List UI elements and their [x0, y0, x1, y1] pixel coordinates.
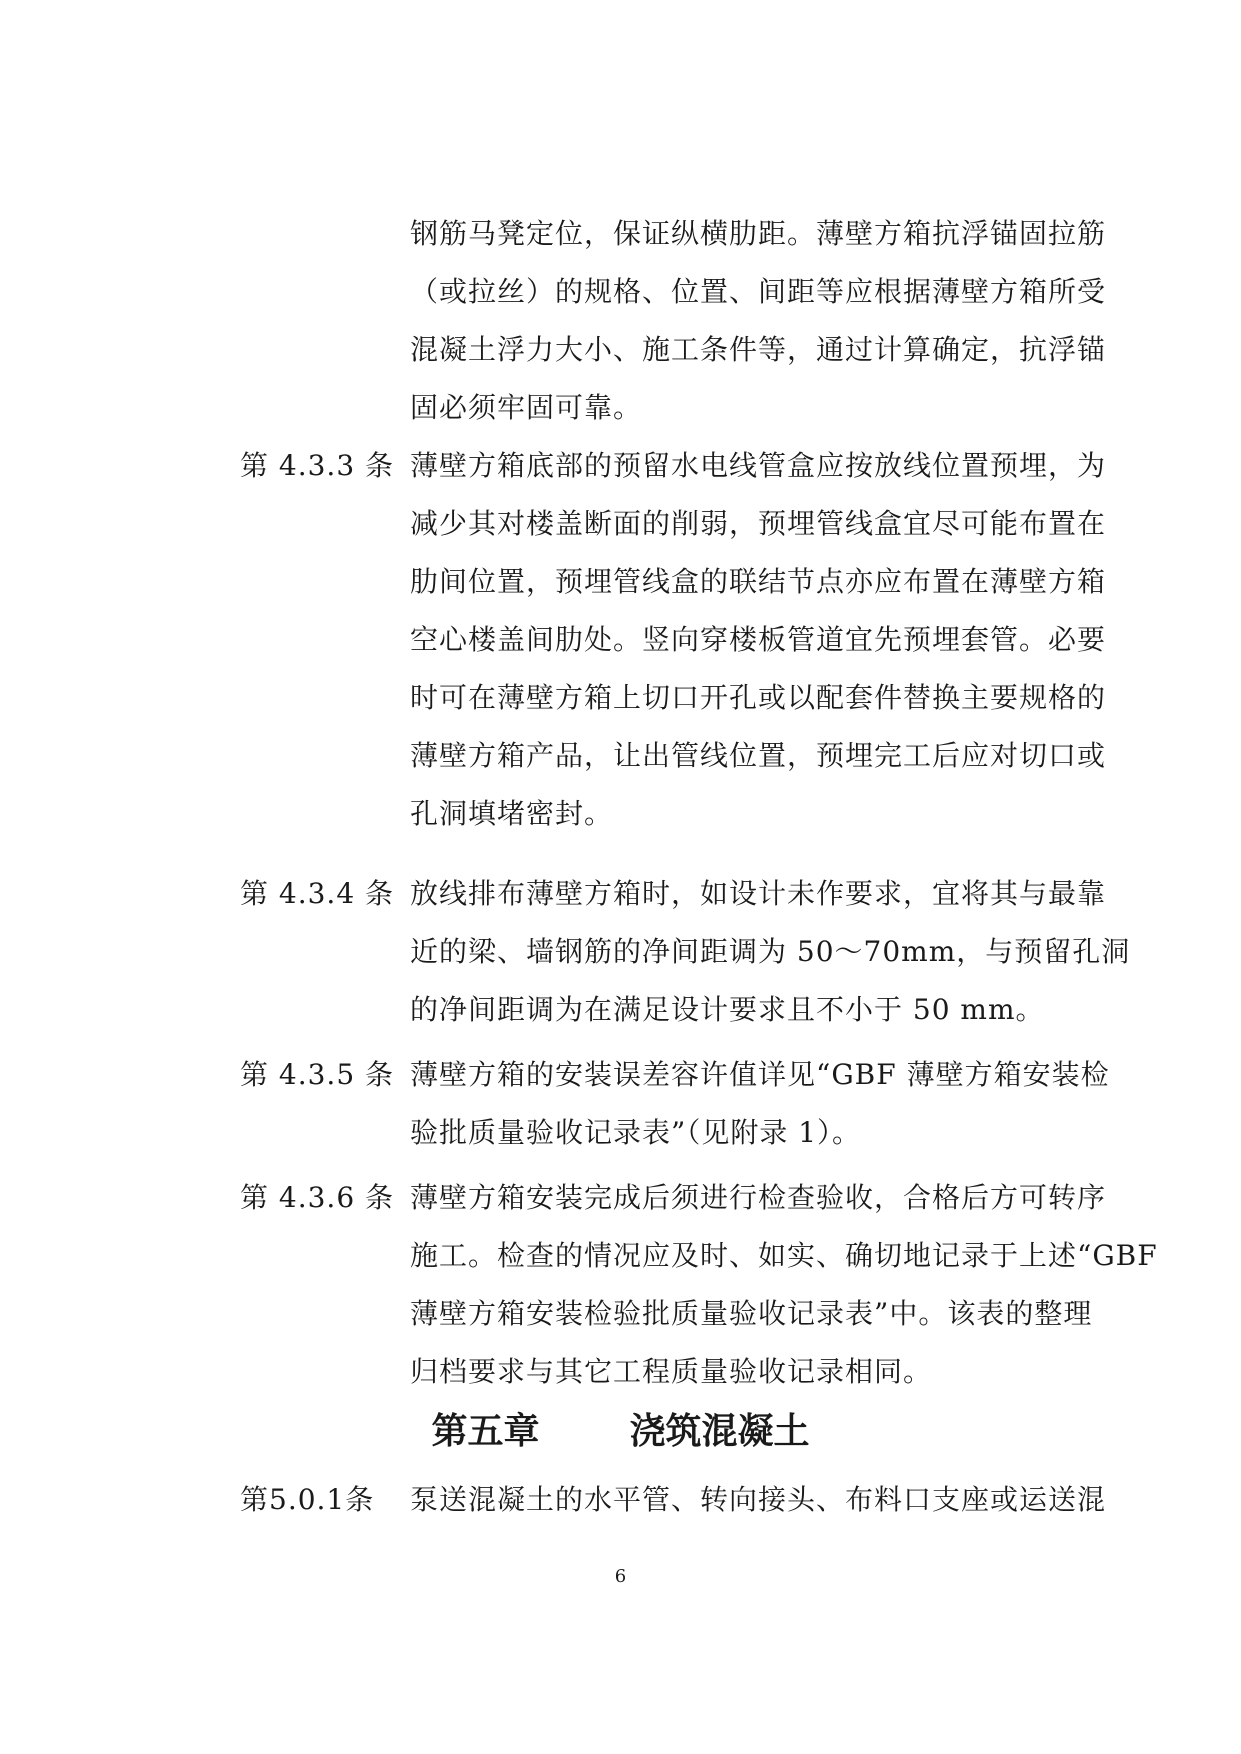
clause-text-line: 混凝土浮力大小、施工条件等，通过计算确定，抗浮锚 — [410, 333, 1107, 366]
clause-text-line: 薄壁方箱产品，让出管线位置，预埋完工后应对切口或 — [410, 739, 1107, 772]
clause-text-line: 归档要求与其它工程质量验收记录相同。 — [410, 1355, 933, 1388]
clause-text-line: 薄壁方箱安装完成后须进行检查验收，合格后方可转序 — [410, 1181, 1107, 1214]
clause-text-line: 薄壁方箱底部的预留水电线管盒应按放线位置预埋，为 — [410, 449, 1107, 482]
page-number: 6 — [614, 1566, 627, 1587]
clause-text-line: 减少其对楼盖断面的削弱，预埋管线盒宜尽可能布置在 — [410, 507, 1107, 540]
clause-text-line: 肋间位置，预埋管线盒的联结节点亦应布置在薄壁方箱 — [410, 565, 1107, 598]
clause-number: 第 4.3.5 条 — [240, 1058, 395, 1091]
clause-text-line: 施工。检查的情况应及时、如实、确切地记录于上述“GBF — [410, 1239, 1158, 1272]
clause-text-line: 时可在薄壁方箱上切口开孔或以配套件替换主要规格的 — [410, 681, 1107, 714]
clause-text-line: 固必须牢固可靠。 — [410, 391, 643, 424]
clause-number: 第 4.3.3 条 — [240, 449, 395, 482]
clause-text-line: 薄壁方箱安装检验批质量验收记录表”中。该表的整理 — [410, 1297, 1093, 1330]
clause-text-line: 验批质量验收记录表”（见附录 1）。 — [410, 1116, 862, 1149]
clause-text-line: 放线排布薄壁方箱时，如设计未作要求，宜将其与最靠 — [410, 877, 1107, 910]
clause-text-line: 近的梁、墙钢筋的净间距调为 50～70mm，与预留孔洞 — [410, 935, 1131, 968]
clause-text-line: （或拉丝）的规格、位置、间距等应根据薄壁方箱所受 — [410, 275, 1107, 308]
clause-number: 第 4.3.6 条 — [240, 1181, 395, 1214]
clause-text-line: 的净间距调为在满足设计要求且不小于 50 mm。 — [410, 993, 1045, 1026]
chapter-number: 第五章 — [431, 1411, 540, 1452]
clause-text-line: 空心楼盖间肋处。竖向穿楼板管道宜先预埋套管。必要 — [410, 623, 1107, 656]
clause-text-line: 薄壁方箱的安装误差容许值详见“GBF 薄壁方箱安装检 — [410, 1058, 1110, 1091]
clause-text-line: 钢筋马凳定位，保证纵横肋距。薄壁方箱抗浮锚固拉筋 — [410, 217, 1107, 250]
clause-text-line: 孔洞填堵密封。 — [410, 797, 614, 830]
chapter-title: 浇筑混凝土 — [629, 1411, 810, 1452]
clause-number: 第5.0.1条 — [240, 1483, 375, 1516]
clause-text-line: 泵送混凝土的水平管、转向接头、布料口支座或运送混 — [410, 1483, 1107, 1516]
chapter-heading — [0, 1410, 1241, 1454]
clause-number: 第 4.3.4 条 — [240, 877, 395, 910]
